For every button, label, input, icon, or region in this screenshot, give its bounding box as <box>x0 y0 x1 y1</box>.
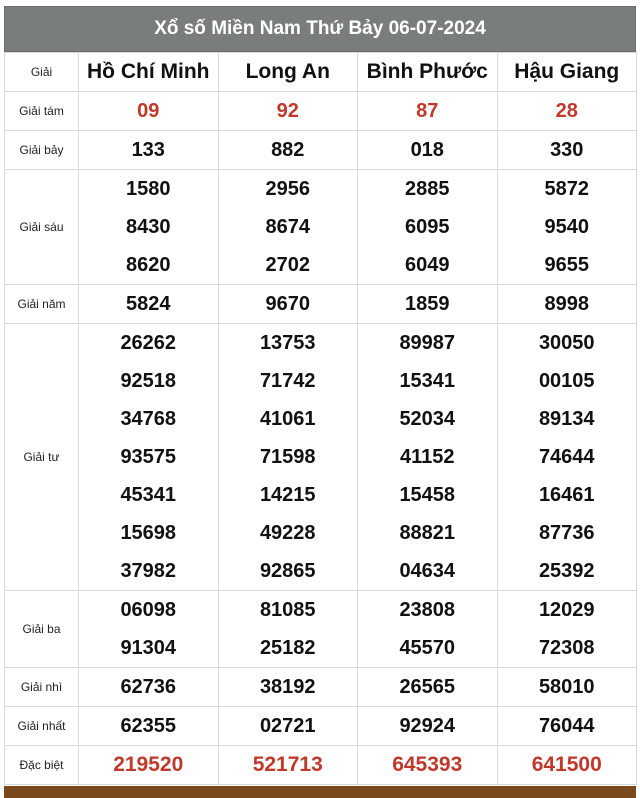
prize-cell <box>79 131 219 170</box>
prize-row-giai-tam <box>5 92 637 131</box>
prize-number: 49228 <box>259 522 316 544</box>
prize-cell <box>79 746 219 785</box>
prize-number: 6049 <box>405 254 450 276</box>
prize-cell <box>79 285 219 324</box>
results-table <box>4 52 637 785</box>
prize-cell <box>358 668 498 707</box>
prize-number: 15341 <box>399 370 456 392</box>
prize-label: Giải tư <box>5 324 79 591</box>
prize-number: 645393 <box>392 753 463 776</box>
prize-number: 8674 <box>265 216 310 238</box>
prize-label: Đặc biệt <box>5 746 79 785</box>
prize-number: 62736 <box>120 676 177 698</box>
prize-number: 06098 <box>120 599 177 621</box>
prize-label: Giải nhất <box>5 707 79 746</box>
prize-label: Giải sáu <box>5 170 79 285</box>
prize-number: 28 <box>555 100 578 122</box>
prize-row-giai-nam <box>5 285 637 324</box>
prize-number: 521713 <box>252 753 323 776</box>
province-hau-giang: Hậu Giang <box>497 53 637 92</box>
prize-number: 23808 <box>399 599 456 621</box>
prize-number: 88821 <box>399 522 456 544</box>
prize-number: 8620 <box>126 254 171 276</box>
prize-number: 45570 <box>399 637 456 659</box>
prize-cell <box>218 92 358 131</box>
province-ho-chi-minh: Hồ Chí Minh <box>79 53 219 92</box>
prize-cell <box>79 324 219 591</box>
prize-cell <box>358 746 498 785</box>
prize-number: 6095 <box>405 216 450 238</box>
prize-number: 2702 <box>265 254 310 276</box>
prize-number: 25182 <box>259 637 316 659</box>
prize-number: 09 <box>137 100 160 122</box>
results-title: Xổ số Miền Nam Thứ Bảy 06-07-2024 <box>4 6 636 52</box>
prize-cell <box>218 131 358 170</box>
prize-number: 018 <box>410 139 444 161</box>
prize-number: 76044 <box>538 715 595 737</box>
prize-number: 1859 <box>405 293 450 315</box>
prize-row-giai-tu <box>5 324 637 591</box>
prize-cell <box>218 170 358 285</box>
prize-cell <box>497 92 637 131</box>
prize-number: 00105 <box>538 370 595 392</box>
prize-number: 87736 <box>538 522 595 544</box>
prize-cell <box>218 668 358 707</box>
prize-number: 45341 <box>120 484 177 506</box>
prize-cell <box>358 591 498 668</box>
prize-cell <box>497 668 637 707</box>
lottery-results-card <box>4 6 636 785</box>
prize-number: 52034 <box>399 408 456 430</box>
prize-number: 71598 <box>259 446 316 468</box>
prize-number: 71742 <box>259 370 316 392</box>
prize-number: 15698 <box>120 522 177 544</box>
prize-number: 12029 <box>538 599 595 621</box>
province-long-an: Long An <box>218 53 358 92</box>
prize-number: 133 <box>131 139 165 161</box>
prize-label: Giải tám <box>5 92 79 131</box>
prize-label: Giải năm <box>5 285 79 324</box>
prize-cell <box>358 170 498 285</box>
prize-number: 9540 <box>544 216 589 238</box>
prize-number: 219520 <box>113 753 184 776</box>
prize-number: 13753 <box>259 332 316 354</box>
prize-row-giai-sau <box>5 170 637 285</box>
prize-number: 37982 <box>120 560 177 582</box>
prize-cell <box>358 285 498 324</box>
province-binh-phuoc: Bình Phước <box>358 53 498 92</box>
prize-number: 5872 <box>544 178 589 200</box>
prize-cell <box>358 131 498 170</box>
prize-row-giai-nhat <box>5 707 637 746</box>
prize-number: 92865 <box>259 560 316 582</box>
prize-number: 91304 <box>120 637 177 659</box>
prize-cell <box>79 668 219 707</box>
prize-number: 81085 <box>259 599 316 621</box>
prize-number: 330 <box>550 139 584 161</box>
prize-cell <box>218 285 358 324</box>
prize-cell <box>497 131 637 170</box>
prize-label: Giải nhì <box>5 668 79 707</box>
prize-number: 5824 <box>126 293 171 315</box>
prize-number: 26262 <box>120 332 177 354</box>
prize-number: 15458 <box>399 484 456 506</box>
prize-number: 04634 <box>399 560 456 582</box>
prize-number: 87 <box>416 100 439 122</box>
prize-label: Giải ba <box>5 591 79 668</box>
prize-number: 93575 <box>120 446 177 468</box>
prize-cell <box>79 170 219 285</box>
prize-cell <box>218 591 358 668</box>
prize-cell <box>218 707 358 746</box>
prize-cell <box>497 324 637 591</box>
prize-row-dac-biet <box>5 746 637 785</box>
prize-number: 34768 <box>120 408 177 430</box>
prize-number: 74644 <box>538 446 595 468</box>
prize-cell <box>358 92 498 131</box>
prize-cell <box>358 324 498 591</box>
prize-number: 41152 <box>399 446 455 468</box>
prize-row-giai-ba <box>5 591 637 668</box>
prize-cell <box>79 92 219 131</box>
prize-cell <box>358 707 498 746</box>
prize-number: 41061 <box>259 408 316 430</box>
prize-row-giai-nhi <box>5 668 637 707</box>
prize-number: 92924 <box>399 715 456 737</box>
prize-cell <box>497 170 637 285</box>
prize-number: 89987 <box>399 332 456 354</box>
prize-cell <box>497 746 637 785</box>
prize-number: 62355 <box>120 715 177 737</box>
prize-number: 9655 <box>544 254 589 276</box>
prize-number: 2885 <box>405 178 450 200</box>
prize-number: 25392 <box>538 560 595 582</box>
prize-number: 14215 <box>259 484 316 506</box>
bottom-accent-bar <box>4 786 636 798</box>
prize-number: 9670 <box>265 293 310 315</box>
header-row <box>5 53 637 92</box>
prize-cell <box>497 591 637 668</box>
prize-number: 02721 <box>259 715 316 737</box>
prize-cell <box>497 707 637 746</box>
prize-row-giai-bay <box>5 131 637 170</box>
prize-number: 58010 <box>538 676 595 698</box>
prize-cell <box>497 285 637 324</box>
prize-number: 16461 <box>538 484 595 506</box>
prize-number: 26565 <box>399 676 456 698</box>
prize-cell <box>79 591 219 668</box>
prize-number: 92 <box>276 100 299 122</box>
prize-label: Giải bảy <box>5 131 79 170</box>
prize-cell <box>79 707 219 746</box>
prize-number: 1580 <box>126 178 171 200</box>
prize-number: 882 <box>271 139 305 161</box>
prize-cell <box>218 746 358 785</box>
prize-cell <box>218 324 358 591</box>
prize-number: 641500 <box>531 753 602 776</box>
header-prize-label: Giải <box>5 53 79 92</box>
prize-number: 92518 <box>120 370 177 392</box>
prize-number: 38192 <box>259 676 316 698</box>
prize-number: 72308 <box>538 637 595 659</box>
prize-number: 2956 <box>265 178 310 200</box>
prize-number: 30050 <box>538 332 595 354</box>
prize-number: 8998 <box>544 293 589 315</box>
prize-number: 8430 <box>126 216 171 238</box>
prize-number: 89134 <box>538 408 595 430</box>
